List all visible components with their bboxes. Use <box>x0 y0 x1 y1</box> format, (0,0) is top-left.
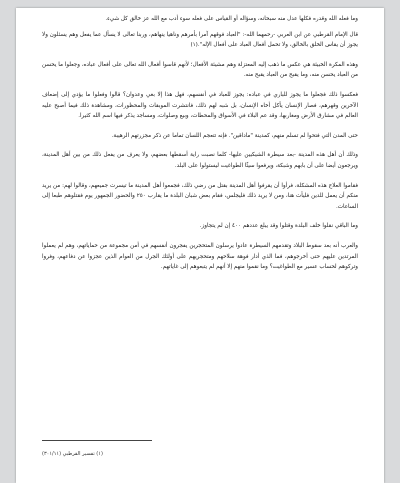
footnote: (١) تفسير القرطبي (٣٠١/١١) <box>42 451 103 457</box>
footnote-divider <box>42 440 152 441</box>
paragraph-4: فعكسوا ذلك فجعلوا ما يجوز للباري في عباده: يجوز للعباد في أنفسهم، فهل هذا إلا بغي وعدوان؟ قالوا وفعلوا ما يؤدي إلى إضعاف الآخرين وقهرهم، فصار الإنسان يأكل أخاه الإنسان، بل شبه لهم ذلك، فانتشرت الموبقات والمحظورات، ومشاهدة ذلك فيما أصبح عليه العالم في مشارق الأرض ومغاربها، وقد عم البلاء في الأسواق والمحطات، وبيع وصلوات، ومساجد يذكر فيها اسم الله كثيرا. <box>42 91 358 120</box>
paragraph-7: فقاموا العلاج هذه المشكلة، فرأوا أن يقرفوا أهل المدينة بقتل من رضي ذلك، فجمعوا أهل المدينة ما تيسرت جميعهم، وقالوا لهم: من يريد منكم أن يعمل للدين فليأت هنا، ومن لا يريد ذلك فليجلس، فقام بعض شبان البلدة ما يقارب ٢٥٠ والحضور الجمهور يوم فقتلوهم طبعا إلى الساعات. <box>42 182 358 210</box>
paragraph-5: حتى المدن التي فتحوا لم تسلم منهم، كمدينة "ماداقين". فإنه تتعجم اللسان تماما عن ذكر مجزرتهم الرهيبة. <box>111 132 358 139</box>
paragraph-8: وما الباقي نقلوا خلف البلدة وقتلوا وقد يبلغ عددهم ٤٠٠ إن لم يتجاوز. <box>199 223 358 230</box>
paragraph-9: والعرب أنه بعد سقوط البلاد وتقدمهم السيطرة عادوا يرسلون المتحجرين يفجرون أنفسهم في أمن مجموعة من حماياتهم، وهم لم يعملوا المرتدين عليهم حتى أخرجوهم، فما الذي أدار فوهة سلاحهم ومتحجريهم على أولئك الجرل من العوام الذين عجزوا عن دفاعهم، وفروا وتركوهم لحساب عسير مع الطواغيت؟ وما نقموا منهم إلا أنهم لم يتبعوهم إلى غاياتهم. <box>42 242 358 271</box>
paragraph-2: قال الإمام القرطبي عن ابن العربي -رحمهما الله-: "العباد فوقهم آمرا بأمرهم وناهيا ينهاهم، وربنا تعالى لا يسأل عما يفعل وهم يسئلون ولا يجوز أن يقاس الخلق بالخالق، ولا تحمل أفعال العباد على أفعال الإله".(١) <box>42 31 358 49</box>
paragraph-1: وما فعله الله وقدره فكلها عدل منه سبحانه، وسؤاله أو القياس على فعله سوء أدب مع الله عز خالق كل شيء. <box>105 16 358 22</box>
paragraph-3: وهذه المكرة الخبيثة هي عكس ما ذهب إليه المعتزلة وهم مشيئة الأفعال؛ لأنهم قاسوا أفعال الله تعالى على أفعال عباده، وجعلوا ما يحسن من العباد يحسن منه، وما يقبح من العباد يقبح منه. <box>42 61 358 79</box>
document-page <box>16 8 384 483</box>
paragraph-6: وذلك أن أهل هذه المدينة -بعد سيطرة الشيكيين عليها- كلما نصبت راية أسقطها بعضهم، ولا يعرف من يفعل ذلك من بين أهل المدينة، ويرجعون أيضا على أن بابهم وشبكة، ويرفعوا سيئًا الطواغيت ليستولوا على البلد. <box>42 152 358 169</box>
